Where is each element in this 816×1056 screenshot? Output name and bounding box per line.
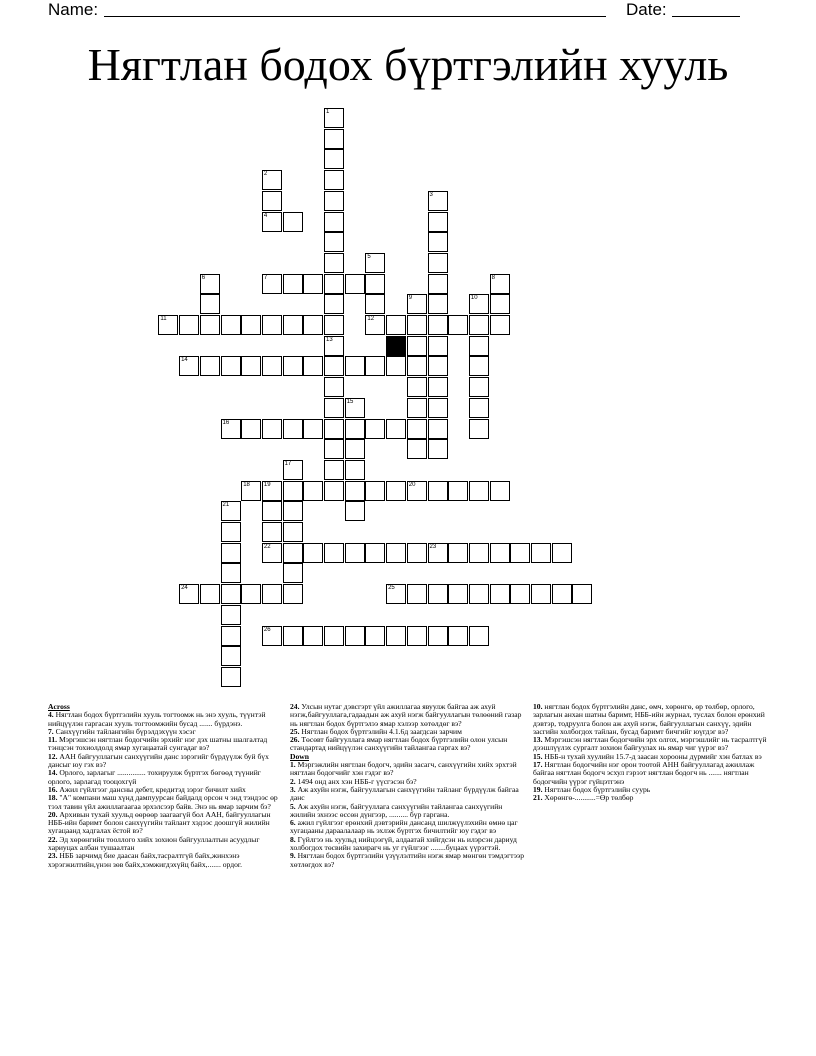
crossword-cell[interactable]	[324, 481, 344, 501]
clue-number: 11	[160, 316, 167, 322]
clue-item-number: 20.	[48, 809, 60, 819]
clue-item-number: 23.	[48, 851, 60, 861]
clue-number: 3	[429, 191, 433, 198]
crossword-cell[interactable]	[345, 460, 365, 480]
crossword-cell[interactable]	[345, 274, 365, 294]
clue-item	[290, 761, 526, 778]
crossword-cell[interactable]	[200, 274, 220, 294]
clue-item-number: 14.	[48, 768, 60, 778]
clue-item-number: 26.	[290, 735, 302, 745]
crossword-cell[interactable]	[428, 191, 448, 211]
crossword-cell[interactable]	[510, 584, 530, 604]
crossword-cell[interactable]	[324, 398, 344, 418]
crossword-cell[interactable]	[428, 626, 448, 646]
crossword-cell[interactable]	[448, 626, 468, 646]
clue-item-text: Нягтлан бодогчийн нэг орон тоотой АНН байгууллагад ажиллаж байгаа нягтлан бодогч эсхул гэрээт нягтлан бодогч нь ....... нягтлан бодогчийн үүрэг гүйцэтгэнэ	[533, 760, 755, 786]
crossword-cell[interactable]	[531, 584, 551, 604]
clue-item-text: Төсөвт байгууллага ямар нягтлан бодох бүртгэлийн олон улсын стандартад нийцүүлэн санхүүгийн тайлангаа гаргах вэ?	[290, 735, 508, 753]
crossword-cell[interactable]	[365, 626, 385, 646]
crossword-cell[interactable]	[221, 646, 241, 666]
clue-number: 17	[284, 460, 292, 467]
clue-item-text: ажил гүйлгээг ерөнхий дэвтэрийн дансанд шилжүүлэхийн өмнө цаг хугацааны дараалалаар нь эхлэж бүртгэх бичилтийг юу гэдэг вэ	[290, 818, 518, 836]
crossword-cell[interactable]	[345, 543, 365, 563]
crossword-cell[interactable]	[324, 419, 344, 439]
crossword-cell[interactable]	[221, 356, 241, 376]
clue-item-text: Аж ахуйн нэгж, байгууллага санхүүгийн тайлангаа санхүүгийн жилийн эхнээс өссөн дүнгээр, .......... бүр гаргана.	[290, 801, 503, 819]
crossword-cell[interactable]	[324, 108, 344, 128]
clue-item-text: Улсын нутаг дэвсгэрт үйл ажиллагаа явуулж байгаа аж ахуй нэгж,байгууллага,гадаадын аж ахуй нэгж байгууллагын төлөөний газар нь нягтлан бодох бүртгэлээ ямар хэлээр хөтөлдөг вэ?	[290, 702, 522, 728]
crossword-cell[interactable]	[407, 336, 427, 356]
clue-item-number: 19.	[533, 784, 545, 794]
crossword-cell[interactable]	[407, 315, 427, 335]
crossword-cell[interactable]	[469, 419, 489, 439]
crossword-cell[interactable]	[324, 336, 344, 356]
clue-number: 2	[263, 171, 268, 178]
clue-item-number: 21.	[533, 793, 545, 803]
crossword-cell[interactable]	[283, 419, 303, 439]
crossword-cell[interactable]	[407, 439, 427, 459]
crossword-cell[interactable]	[386, 356, 406, 376]
date-label: Date:	[626, 0, 667, 19]
clue-number: 14	[181, 357, 188, 364]
crossword-cell[interactable]	[490, 481, 510, 501]
clue-item-text: Санхүүгийн тайлангийн бүрэлдэхүүн хэсэг	[55, 726, 196, 736]
crossword-cell[interactable]	[490, 543, 510, 563]
crossword-cell[interactable]	[262, 419, 282, 439]
crossword-cell[interactable]	[428, 439, 448, 459]
clue-item-number: 6.	[290, 818, 298, 828]
clue-item-number: 1.	[290, 760, 298, 770]
clue-item	[290, 852, 526, 869]
clue-item-text: Аж ахуйн нэгж, байгууллагын санхүүгийн тайланг бүрдүүлж байгаа данс	[290, 784, 519, 803]
crossword-cell[interactable]	[324, 377, 344, 397]
crossword-cell[interactable]	[407, 419, 427, 439]
clue-item	[48, 811, 284, 836]
crossword-cell[interactable]	[428, 253, 448, 273]
crossword-cell[interactable]	[262, 501, 282, 521]
crossword-cell[interactable]	[469, 626, 489, 646]
crossword-cell[interactable]	[469, 294, 489, 314]
crossword-cell[interactable]	[428, 398, 448, 418]
crossword-cell[interactable]	[428, 274, 448, 294]
crossword-cell[interactable]	[448, 481, 468, 501]
clue-item-number: 22.	[48, 834, 60, 844]
crossword-cell[interactable]	[303, 543, 323, 563]
crossword-cell[interactable]	[283, 543, 303, 563]
crossword-cell[interactable]	[262, 481, 282, 501]
clue-item-text: Мэргэшсэн нягтлан бодогчийн эрхийг нэг дэх шатны шалгалтад тэнцсэн тохиолдолд ямар хугацаатай сунгадаг вэ?	[48, 735, 268, 753]
clue-item-number: 2.	[290, 776, 298, 786]
clue-item	[533, 703, 769, 736]
clue-number: 19	[263, 481, 271, 488]
crossword-cell[interactable]	[428, 294, 448, 314]
crossword-cell[interactable]	[221, 419, 241, 439]
crossword-cell[interactable]	[283, 212, 303, 232]
clue-number: 10	[470, 295, 478, 302]
crossword-cell[interactable]	[552, 584, 572, 604]
crossword-cell[interactable]	[179, 315, 199, 335]
clue-item	[48, 852, 284, 869]
clue-item-text: Нягтлан бодох бүртгэлийн 4.1.6д заагдсан зарчим	[301, 726, 462, 736]
clue-number: 20	[408, 481, 416, 488]
clue-item-number: 15.	[533, 751, 545, 761]
clue-item-text: НББ-н тухай хуулийн 15.7-д заасан хорооны дүрмийг хэн батлах вэ	[544, 751, 762, 761]
crossword-cell[interactable]	[324, 149, 344, 169]
crossword-cell[interactable]	[407, 377, 427, 397]
crossword-cell[interactable]	[262, 212, 282, 232]
down-heading: Down	[290, 751, 309, 761]
crossword-cell[interactable]	[241, 315, 261, 335]
clue-item	[48, 836, 284, 853]
crossword-cell[interactable]	[428, 543, 448, 563]
crossword-cell[interactable]	[365, 481, 385, 501]
crossword-cell[interactable]	[283, 356, 303, 376]
crossword-block	[386, 336, 406, 356]
clue-item	[48, 769, 284, 786]
crossword-cell[interactable]	[365, 315, 385, 335]
clue-item	[290, 819, 526, 836]
clue-number: 26	[263, 626, 271, 633]
clue-item-text: Архивын тухай хуульд өөрөөр заагаагүй бол ААН, байгууллагын НББ-ийн баримт болон санхүүгийн тайлант хэдээс доошгүй жилийн хугацаанд хадгалах ёстой вэ?	[48, 809, 271, 836]
clue-item-number: 17.	[533, 760, 545, 770]
page-title: Нягтлан бодох бүртгэлийн хууль	[87, 39, 729, 90]
clue-item-text: Ажил гүйлгээг дансны дебет, кредитэд зэрэг бичилт хийх	[59, 784, 246, 794]
crossword-cell[interactable]	[262, 315, 282, 335]
crossword-cell[interactable]	[469, 481, 489, 501]
crossword-cell[interactable]	[386, 315, 406, 335]
crossword-cell[interactable]	[262, 274, 282, 294]
crossword-cell[interactable]	[490, 315, 510, 335]
clue-item-text: Мэргэшсэн нягтлан бодогчийн эрх олгох, мэргэшлийг нь тасралтгүй дээшлүүлэх сургалт зохион байгуулах нь ямар чиг үүрэг вэ?	[533, 735, 767, 753]
clue-item-text: 1494 онд анх хэн НББ-г үүсгэсэн бэ?	[297, 776, 417, 786]
clue-item-text: Нягтлан бодох бүртгэлийн үзүүлэлтийн нэгж ямар мөнгөн тэмдэгтээр хөтлөгдох вэ?	[290, 851, 525, 869]
crossword-cell[interactable]	[262, 522, 282, 542]
crossword-cell[interactable]	[303, 626, 323, 646]
crossword-cell[interactable]	[407, 398, 427, 418]
crossword-cell[interactable]	[365, 356, 385, 376]
crossword-cell[interactable]	[345, 439, 365, 459]
crossword-cell[interactable]	[345, 481, 365, 501]
crossword-cell[interactable]	[324, 315, 344, 335]
crossword-cell[interactable]	[428, 336, 448, 356]
crossword-cell[interactable]	[469, 543, 489, 563]
clue-number: 9	[408, 295, 413, 302]
crossword-cell[interactable]	[221, 501, 241, 521]
crossword-cell[interactable]	[365, 419, 385, 439]
crossword-cell[interactable]	[200, 315, 220, 335]
crossword-cell[interactable]	[510, 543, 530, 563]
clue-item-number: 16.	[48, 784, 60, 794]
crossword-cell[interactable]	[324, 129, 344, 149]
crossword-cell[interactable]	[324, 170, 344, 190]
crossword-cell[interactable]	[324, 274, 344, 294]
crossword-cell[interactable]	[365, 253, 385, 273]
crossword-cell[interactable]	[386, 481, 406, 501]
crossword-cell[interactable]	[283, 460, 303, 480]
crossword-cell[interactable]	[386, 419, 406, 439]
clue-number: 13	[326, 336, 333, 343]
crossword-cell[interactable]	[303, 481, 323, 501]
crossword-cell[interactable]	[428, 419, 448, 439]
clue-item-number: 18.	[48, 793, 60, 803]
crossword-cell[interactable]	[262, 356, 282, 376]
clue-number: 15	[346, 398, 354, 405]
crossword-cell[interactable]	[469, 377, 489, 397]
crossword-cell[interactable]	[469, 398, 489, 418]
clue-number: 16	[222, 419, 230, 426]
clue-item	[290, 803, 526, 820]
crossword-cell[interactable]	[324, 439, 344, 459]
crossword-cell[interactable]	[324, 543, 344, 563]
crossword-cell[interactable]	[200, 584, 220, 604]
crossword-cell[interactable]	[407, 584, 427, 604]
crossword-cell[interactable]	[200, 356, 220, 376]
clue-item-text: Эд хөрөнгийн тооллого хийх зохион байгууллалтын асуудлыг хариуцах албан тушаалтан	[48, 834, 260, 853]
crossword-cell[interactable]	[221, 626, 241, 646]
crossword-cell[interactable]	[158, 315, 178, 335]
clue-item-text: Нягтлан бодох бүртгэлийн суурь	[544, 784, 651, 794]
crossword-cell[interactable]	[324, 191, 344, 211]
crossword-cell[interactable]	[407, 356, 427, 376]
crossword-cell[interactable]	[324, 253, 344, 273]
clue-item-number: 4.	[48, 710, 56, 720]
crossword-cell[interactable]	[241, 356, 261, 376]
clue-item	[533, 761, 769, 786]
crossword-cell[interactable]	[572, 584, 592, 604]
clues-column-1	[48, 703, 284, 869]
crossword-cell[interactable]	[469, 356, 489, 376]
name-label: Name:	[48, 0, 99, 19]
crossword-cell[interactable]	[469, 315, 489, 335]
clue-number: 23	[429, 543, 437, 550]
clue-item-text: Гүйлгээ нь хуульд нийцээгүй, алдаатай хийгдсэн нь илэрсэн дариуд холбогдох төсвийн захирагч нь уг гүйлгээг ........буцаах үүрэгтэй.	[290, 834, 517, 853]
crossword-cell[interactable]	[448, 543, 468, 563]
crossword-cell[interactable]	[324, 356, 344, 376]
crossword-cell[interactable]	[345, 501, 365, 521]
crossword-cell[interactable]	[221, 605, 241, 625]
clue-item-text: Орлого, зарлагыг ............... тохируулж бүртгэх бөгөөд түүнийг орлого, зарлагад тооцохгүй	[48, 768, 261, 786]
crossword-cell[interactable]	[179, 356, 199, 376]
crossword-cell[interactable]	[345, 626, 365, 646]
crossword-cell[interactable]	[324, 460, 344, 480]
clue-item-number: 10.	[533, 702, 545, 711]
clue-item-number: 7.	[48, 726, 56, 736]
clue-item	[290, 703, 526, 728]
clue-item-number: 3.	[290, 784, 298, 794]
crossword-cell[interactable]	[283, 522, 303, 542]
clue-number: 6	[201, 274, 206, 281]
crossword-cell[interactable]	[407, 481, 427, 501]
crossword-cell[interactable]	[283, 626, 303, 646]
clue-item	[533, 794, 769, 802]
crossword-cell[interactable]	[283, 274, 303, 294]
crossword-cell[interactable]	[221, 584, 241, 604]
crossword-cell[interactable]	[552, 543, 572, 563]
crossword-cell[interactable]	[428, 377, 448, 397]
crossword-cell[interactable]	[200, 294, 220, 314]
clue-number: 18	[243, 481, 250, 488]
crossword-cell[interactable]	[283, 501, 303, 521]
crossword-cell[interactable]	[262, 191, 282, 211]
crossword-cell[interactable]	[490, 274, 510, 294]
crossword-cell[interactable]	[303, 356, 323, 376]
clues-column-2	[290, 703, 526, 869]
clue-item	[48, 794, 284, 811]
clue-item	[290, 736, 526, 753]
crossword-cell[interactable]	[448, 584, 468, 604]
clue-item-number: 9.	[290, 851, 298, 861]
crossword-cell[interactable]	[221, 543, 241, 563]
clue-item	[290, 836, 526, 853]
crossword-cell[interactable]	[262, 543, 282, 563]
clue-item-text: Нягтлан бодох бүртгэлийн хууль тогтоомж нь энэ хууль, түүнтэй нийцүүлэн гаргасан хууль тогтоомжийн бусад ....... бүрдэнэ.	[48, 710, 266, 728]
crossword-cell[interactable]	[428, 315, 448, 335]
crossword-cell[interactable]	[303, 419, 323, 439]
clue-item-number: 24.	[290, 702, 302, 711]
crossword-cell[interactable]	[531, 543, 551, 563]
crossword-cell[interactable]	[283, 563, 303, 583]
crossword-cell[interactable]	[428, 481, 448, 501]
crossword-cell[interactable]	[490, 294, 510, 314]
crossword-cell[interactable]	[262, 626, 282, 646]
clue-item-text: ААН байгууллагын санхүүгийн данс зэрэгийг бүрдүүлж буй бүх дансыг юу гэх вэ?	[48, 751, 269, 770]
crossword-cell[interactable]	[365, 543, 385, 563]
crossword-cell[interactable]	[241, 419, 261, 439]
crossword-cell[interactable]	[345, 419, 365, 439]
crossword-cell[interactable]	[324, 626, 344, 646]
crossword-cell[interactable]	[365, 294, 385, 314]
crossword-cell[interactable]	[324, 294, 344, 314]
crossword-cell[interactable]	[386, 543, 406, 563]
clue-item-number: 25.	[290, 726, 302, 736]
crossword-cell[interactable]	[407, 294, 427, 314]
clue-item-number: 13.	[533, 735, 545, 745]
crossword-cell[interactable]	[469, 584, 489, 604]
clue-number: 21	[222, 502, 230, 509]
clue-item-number: 8.	[290, 834, 298, 844]
crossword-cell[interactable]	[324, 212, 344, 232]
clue-item-text: НББ зарчимд бие даасан байх,тасралтгүй байх,жинхэнэ хэрэгжилтийн,үнэн зөв байх,хэмжигдэхүйц байх,....... ордог.	[48, 851, 243, 869]
crossword-cell[interactable]	[345, 356, 365, 376]
crossword-cell[interactable]	[407, 626, 427, 646]
clue-number: 8	[491, 274, 495, 281]
clue-item-text: нягтлан бодох бүртгэлийн данс, өмч, хөрөнгө, өр төлбөр, орлого, зарлагын анхан шатны баримт, НББ-ийн журнал, туслах болон ерөнхий дэвтэр, тодруулга болон аж ахуй нэгж, байгууллагын санхүү, эдийн засгийн холбогдох тайлан, бусад баримт бичгийг юүгдэг вэ?	[533, 702, 765, 736]
crossword-cell[interactable]	[241, 481, 261, 501]
clue-item	[48, 753, 284, 770]
clue-item	[290, 786, 526, 803]
crossword-cell[interactable]	[428, 212, 448, 232]
clues-column-3	[533, 703, 769, 803]
clue-number: 4	[263, 212, 268, 219]
clue-number: 5	[367, 253, 371, 260]
clue-item-number: 11.	[48, 735, 59, 745]
crossword-cell[interactable]	[221, 522, 241, 542]
clue-number: 24	[181, 585, 188, 592]
crossword-cell[interactable]	[365, 274, 385, 294]
across-heading: Across	[48, 702, 70, 711]
crossword-cell[interactable]	[303, 274, 323, 294]
crossword-cell[interactable]	[283, 481, 303, 501]
crossword-cell[interactable]	[428, 232, 448, 252]
crossword-cell[interactable]	[448, 315, 468, 335]
crossword-cell[interactable]	[345, 398, 365, 418]
crossword-cell[interactable]	[221, 563, 241, 583]
crossword-cell[interactable]	[428, 356, 448, 376]
crossword-cell[interactable]	[179, 584, 199, 604]
clue-number: 25	[388, 585, 395, 592]
clue-item	[48, 711, 284, 728]
crossword-cell[interactable]	[241, 584, 261, 604]
clue-number: 7	[263, 274, 268, 281]
crossword-cell[interactable]	[490, 584, 510, 604]
clue-item	[48, 736, 284, 753]
clue-item-text: Мэргэжлийн нягтлан бодогч, эдийн засагч, санхүүгийн хийх эрхтэй нягтлан бодогчийг хэн гэдэг вэ?	[290, 760, 517, 778]
crossword-cell[interactable]	[386, 584, 406, 604]
clue-item-text: Хөрөнгө-...........=Өр төлбөр	[544, 793, 634, 803]
crossword-cell[interactable]	[221, 315, 241, 335]
clue-item-number: 12.	[48, 751, 60, 761]
crossword-cell[interactable]	[303, 315, 323, 335]
crossword-cell[interactable]	[283, 315, 303, 335]
crossword-cell[interactable]	[221, 667, 241, 687]
crossword-cell[interactable]	[324, 232, 344, 252]
crossword-cell[interactable]	[262, 170, 282, 190]
clue-number: 12	[367, 316, 375, 322]
clue-item-number: 5.	[290, 801, 298, 811]
crossword-cell[interactable]	[469, 336, 489, 356]
crossword-cell[interactable]	[407, 543, 427, 563]
crossword-cell[interactable]	[283, 584, 303, 604]
clue-item	[533, 736, 769, 753]
crossword-cell[interactable]	[386, 626, 406, 646]
crossword-cell[interactable]	[262, 584, 282, 604]
clue-item-text: "А" компани маш хүнд дампуурсан байдалд орсон ч энд тэндээс өр тээл тавин үйл ажиллагаагаа эрхэлсээр байв. Энэ нь ямар зарчим бэ?	[48, 793, 278, 811]
crossword-cell[interactable]	[428, 584, 448, 604]
clue-number: 1	[326, 109, 330, 115]
clue-number: 22	[263, 543, 271, 550]
